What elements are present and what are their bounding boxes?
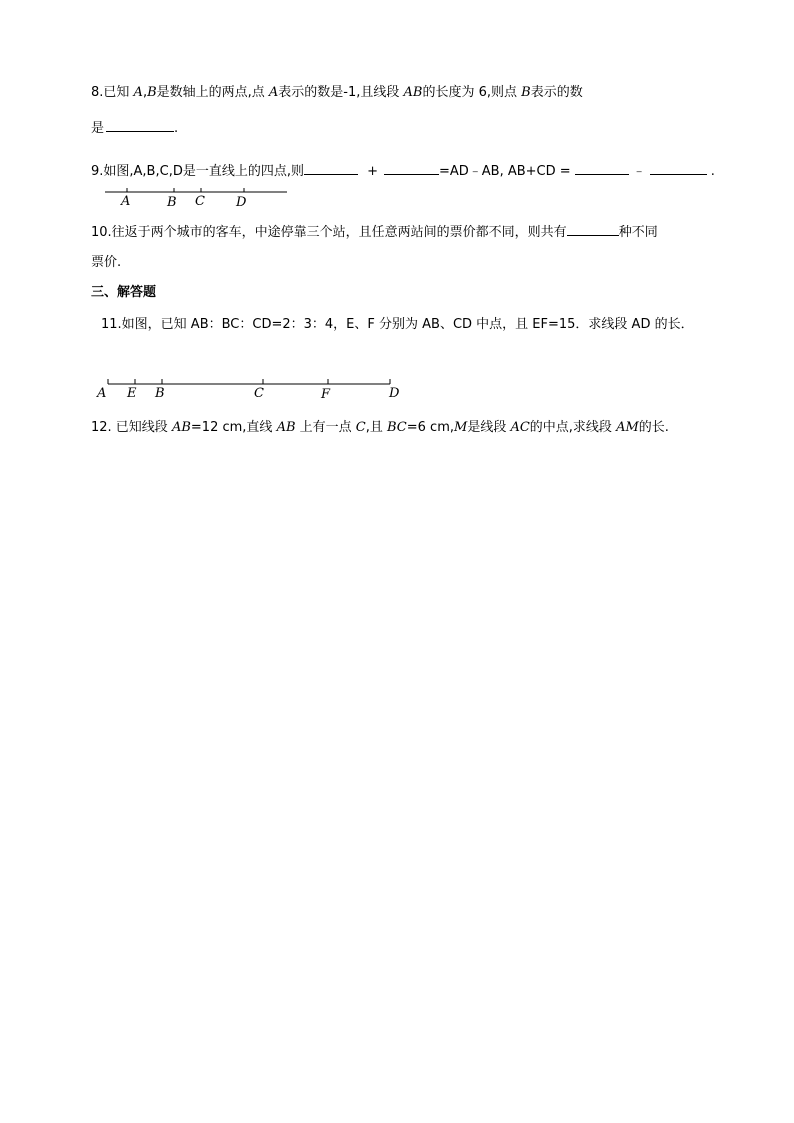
q10-text: 种不同 bbox=[618, 225, 658, 240]
q8-period: . bbox=[174, 121, 179, 136]
q9-label-a: A bbox=[121, 194, 131, 209]
q8-text: 表示的数 bbox=[530, 85, 583, 100]
q12-segment-am: AM bbox=[616, 420, 639, 435]
q8-segment-ab: AB bbox=[403, 85, 423, 100]
q12-segment-bc: BC bbox=[387, 420, 407, 435]
q8-text: 是数轴上的两点,点 bbox=[156, 85, 269, 100]
q12-point-c: C bbox=[355, 420, 366, 435]
q9-minus: ﹣ bbox=[632, 164, 646, 179]
q12-text: =12 cm,直线 bbox=[190, 420, 277, 435]
q9-period: . bbox=[710, 164, 715, 179]
q11-label-b: B bbox=[155, 386, 165, 401]
q12-text: 的中点,求线段 bbox=[529, 420, 617, 435]
q9-label-d: D bbox=[236, 195, 247, 210]
q12-line-ab: AB bbox=[276, 420, 296, 435]
q12-text: 是线段 bbox=[467, 420, 511, 435]
q8-text: 已知 bbox=[103, 85, 134, 100]
q10-text: 票价. bbox=[91, 255, 122, 270]
q12-text: ,且 bbox=[365, 420, 387, 435]
q8-point-a: A bbox=[268, 85, 279, 100]
q9-text: =AD﹣AB, AB+CD = bbox=[438, 164, 571, 179]
question-11-line: 11.如图，已知 AB：BC：CD=2：3：4，E、F 分别为 AB、CD 中点，且 EF=15．求线段 AD 的长． bbox=[101, 317, 694, 332]
q8-comma: , bbox=[142, 85, 148, 100]
q8-point-a: A bbox=[133, 85, 143, 100]
section-heading: 三、解答题 bbox=[91, 285, 157, 300]
q12-segment-ac: AC bbox=[510, 420, 530, 435]
q10-text: 10.往返于两个城市的客车，中途停靠三个站，且任意两站间的票价都不同，则共有 bbox=[91, 225, 567, 240]
q8-text: 的长度为 6,则点 bbox=[422, 85, 522, 100]
q9-label-b: B bbox=[167, 195, 177, 210]
q11-label-f: F bbox=[321, 387, 331, 402]
q9-label-c: C bbox=[195, 194, 205, 209]
q11-label-d: D bbox=[389, 386, 400, 401]
q8-text: 是 bbox=[91, 121, 105, 136]
q8-number: 8. bbox=[91, 85, 104, 100]
question-12-line bbox=[91, 419, 669, 437]
q12-text: =6 cm, bbox=[406, 420, 454, 435]
q12-point-m: M bbox=[454, 420, 468, 435]
q9-text: 9.如图,A,B,C,D是一直线上的四点,则 bbox=[91, 164, 304, 179]
q12-text: 12. 已知线段 bbox=[91, 420, 172, 435]
q9-plus: + bbox=[367, 164, 378, 179]
q11-label-c: C bbox=[254, 386, 264, 401]
q11-label-a: A bbox=[97, 386, 107, 401]
q8-point-b: B bbox=[147, 85, 157, 100]
q11-label-e: E bbox=[127, 386, 137, 401]
q12-text: 的长. bbox=[638, 420, 669, 435]
q8-text: 表示的数是-1,且线段 bbox=[278, 85, 404, 100]
q12-segment-ab: AB bbox=[171, 420, 191, 435]
q8-point-b: B bbox=[521, 85, 531, 100]
q12-text: 上有一点 bbox=[295, 420, 356, 435]
